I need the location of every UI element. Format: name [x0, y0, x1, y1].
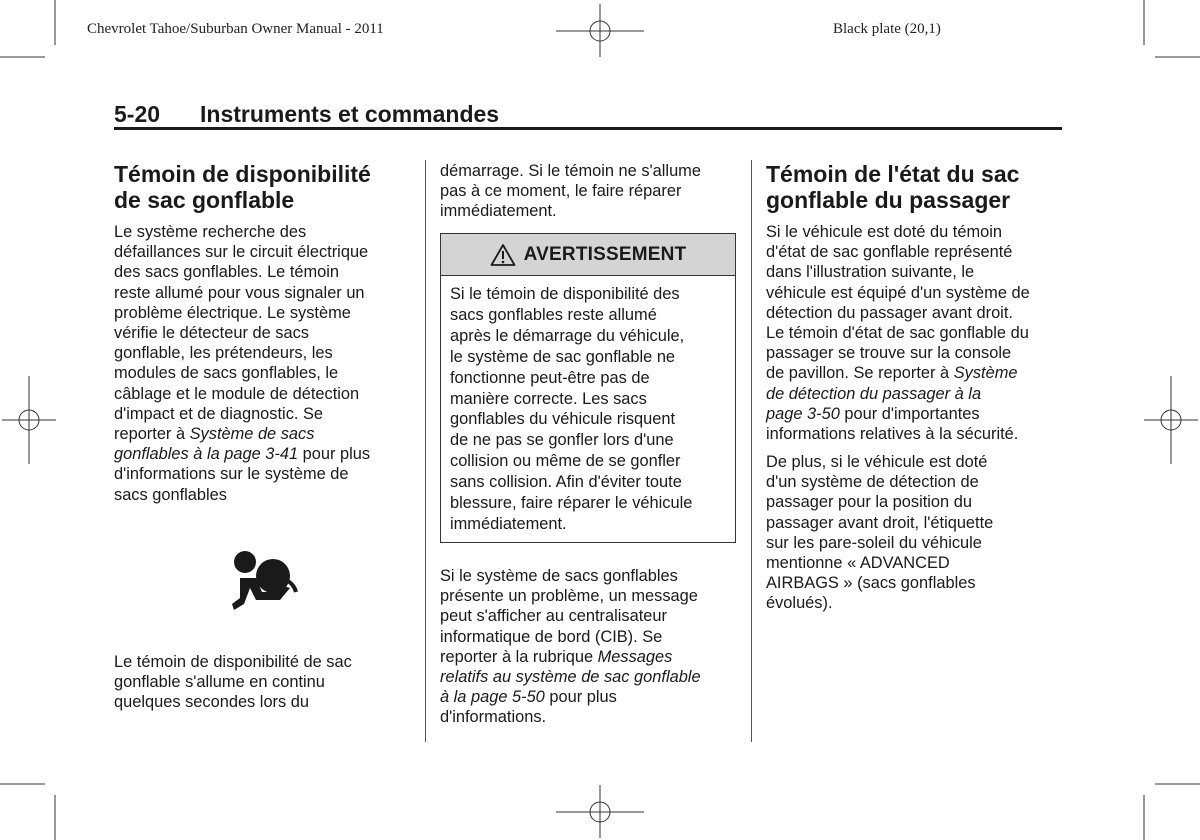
- airbag-readiness-icon: [226, 548, 302, 614]
- section-title: Instruments et commandes: [200, 101, 500, 127]
- paragraph-airbag-readiness-2: Le témoin de disponibilité de sac gonflable s'allume en continu quelques secondes lors du: [114, 653, 352, 712]
- cross-reference: à la page 5-50: [440, 688, 545, 707]
- registration-target-bottom: [556, 785, 644, 838]
- paragraph-airbag-readiness-1: Le système recherche des défaillances sur le circuit électrique des sacs gonflables. Le témoin reste allumé pour vous signaler un problème électrique. Le système vérifie le détecteur de sacs gonflable, les prétendeurs, les modules de sacs gonflables, le câblage et le module de détection d'impact et de diagnostic. Se reporter à Système de sacs gonflables à la page 3-41 pour plus d'informations sur le système de sacs gonflables: [114, 223, 371, 504]
- cross-reference: de détection du passager à la: [766, 384, 982, 403]
- print-header-right: Black plate (20,1): [833, 21, 941, 37]
- paragraph-passenger-status-1: Si le véhicule est doté du témoin d'état de sac gonflable représenté dans l'illustration suivante, le véhicule est équipé d'un système de détection du passager avant droit. Le témoin d'état de sac gonflable du passager se trouve sur la console de pavillon. Se reporter à Système de détection du passager à la page 3-50 pour d'importantes informations relatives à la sécurité.: [766, 223, 1030, 444]
- print-header-left: Chevrolet Tahoe/Suburban Owner Manual - 2011: [87, 21, 384, 37]
- paragraph-cib-message: Si le système de sacs gonflables présente un problème, un message peut s'afficher au centralisateur informatique de bord (CIB). Se reporter à la rubrique Messages relatifs au système de sac gonflable à la page 5-50 pour plus d'informations.: [440, 567, 701, 727]
- cross-reference: Système de sacs: [189, 425, 315, 444]
- column-divider-2: [751, 160, 752, 742]
- heading-line: de sac gonflable: [114, 187, 295, 213]
- registration-target-right: [1144, 376, 1198, 464]
- registration-target-left: [2, 376, 56, 464]
- cross-reference: gonflables à la page 3-41: [114, 445, 299, 464]
- warning-triangle-icon: [490, 243, 516, 267]
- paragraph-continued: démarrage. Si le témoin ne s'allume pas à ce moment, le faire réparer immédiatement.: [440, 162, 701, 221]
- cross-reference: relatifs au système de sac gonflable: [440, 668, 701, 687]
- heading-line: gonflable du passager: [766, 187, 1011, 213]
- registration-target-top: [556, 4, 644, 57]
- paragraph-passenger-status-2: De plus, si le véhicule est doté d'un système de détection de passager pour la position du passager avant droit, l'étiquette sur les pare-soleil du véhicule mentionne « ADVANCED AIRBAGS » (sacs gonflables évolués).: [766, 453, 994, 613]
- cross-reference: page 3-50: [766, 404, 840, 423]
- column-divider-1: [425, 160, 426, 742]
- page-number: 5-20: [114, 101, 161, 127]
- warning-header: [441, 234, 735, 276]
- heading-line: Témoin de l'état du sac: [766, 161, 1020, 187]
- warning-box: [440, 233, 736, 543]
- warning-text: Si le témoin de disponibilité des sacs gonflables reste allumé après le démarrage du véhicule, le système de sac gonflable ne fonctionne peut-être pas de manière correcte. Les sacs gonflables du véhicule risquent de ne pas se gonfler lors d'une collision ou même de se gonfler sans collision. Afin d'éviter toute blessure, faire réparer le véhicule immédiatement.: [450, 285, 693, 533]
- section-rule: [114, 127, 1062, 130]
- heading-airbag-readiness: [114, 161, 414, 213]
- heading-passenger-airbag-status: [766, 161, 1066, 213]
- heading-line: Témoin de disponibilité: [114, 161, 371, 187]
- warning-title: AVERTISSEMENT: [523, 243, 687, 265]
- cross-reference: Messages: [597, 647, 673, 666]
- cross-reference: Système: [953, 364, 1018, 383]
